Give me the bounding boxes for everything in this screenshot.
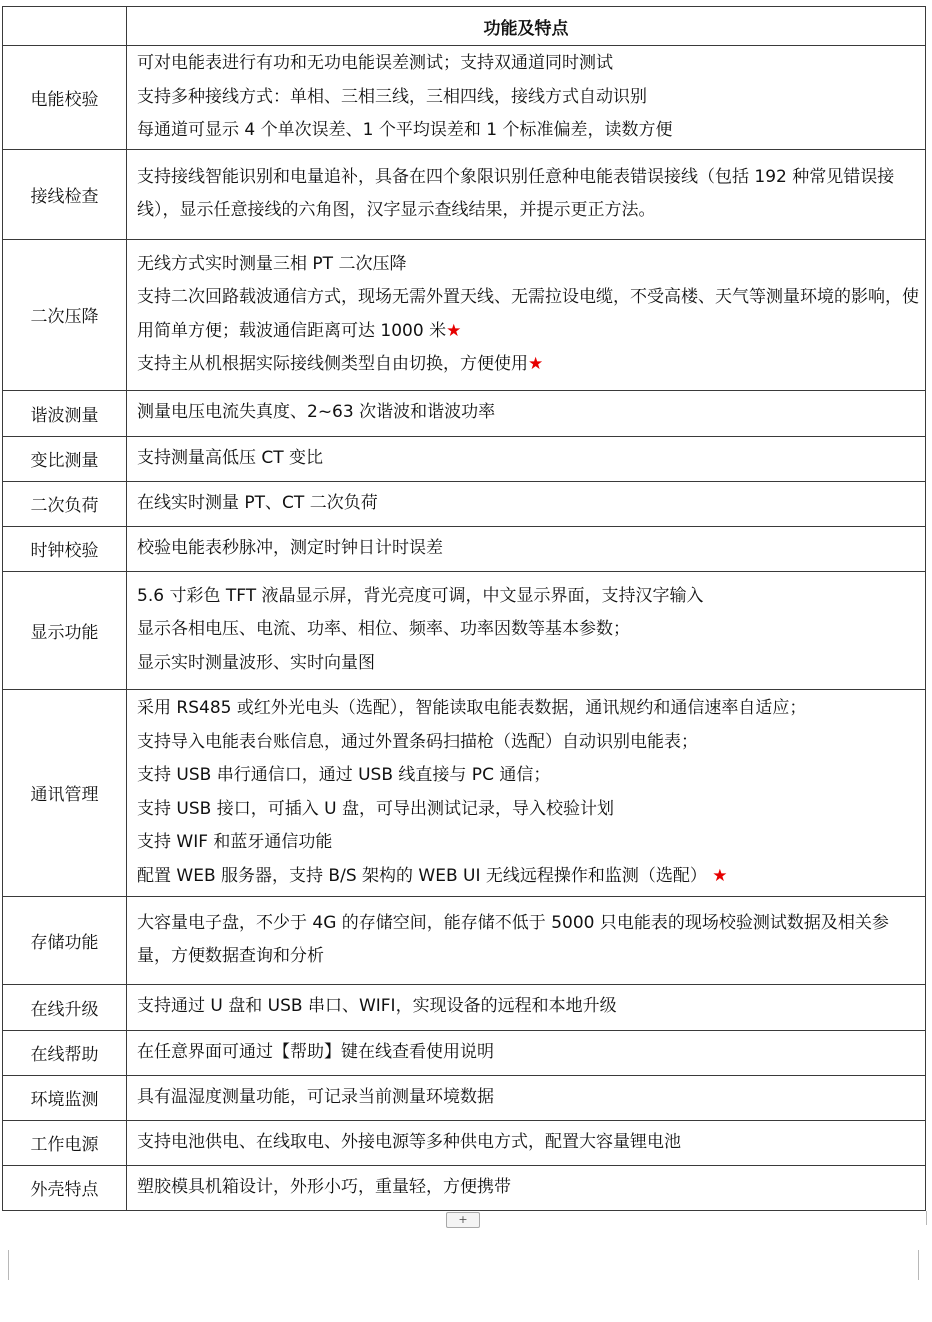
table-row: [3, 896, 926, 984]
page-margin-mark-right: [918, 1250, 920, 1280]
row-description: [127, 46, 926, 150]
row-description: [127, 1165, 926, 1210]
table-row: [3, 689, 926, 896]
description-line: 可对电能表进行有功和无功电能误差测试；支持双通道同时测试: [137, 53, 613, 73]
description-line: 支持 USB 接口，可插入 U 盘，可导出测试记录，导入校验计划: [137, 798, 614, 819]
description-line: 支持 WIF 和蓝牙通信功能: [137, 832, 333, 852]
row-description: [127, 149, 926, 239]
table-row: [3, 1165, 926, 1210]
star-mark: ★: [712, 865, 728, 886]
table-row: [3, 984, 926, 1030]
description-line: 支持接线智能识别和电量追补，具备在四个象限识别任意种电能表错误接线（包括 192 种常见错误接线），显示任意接线的六角图，汉字显示查线结果，并提示更正方法。: [137, 166, 895, 220]
row-description: [127, 984, 926, 1030]
description-line: 无线方式实时测量三相 PT 二次压降: [137, 253, 407, 274]
row-category: 显示功能: [3, 571, 127, 689]
features-table: [2, 6, 926, 1211]
row-category: 外壳特点: [3, 1165, 127, 1210]
row-category: 工作电源: [3, 1120, 127, 1165]
table-header-row: [3, 7, 926, 46]
description-line: 支持主从机根据实际接线侧类型自由切换，方便使用: [137, 354, 528, 374]
table-row: [3, 149, 926, 239]
row-category: 谐波测量: [3, 390, 127, 436]
description-line: 5.6 寸彩色 TFT 液晶显示屏，背光亮度可调，中文显示界面，支持汉字输入: [137, 585, 704, 606]
description-line: 显示各相电压、电流、功率、相位、频率、功率因数等基本参数；: [137, 619, 630, 640]
row-description: [127, 571, 926, 689]
row-category: 在线帮助: [3, 1030, 127, 1075]
row-category: 通讯管理: [3, 689, 127, 896]
row-description: [127, 1030, 926, 1075]
table-row: [3, 481, 926, 526]
description-line: 支持通过 U 盘和 USB 串口、WIFI，实现设备的远程和本地升级: [137, 996, 617, 1017]
description-line: 在线实时测量 PT、CT 二次负荷: [137, 492, 378, 513]
table-row: [3, 1075, 926, 1120]
star-mark: ★: [528, 354, 544, 374]
table-row: [3, 526, 926, 571]
row-description: [127, 689, 926, 896]
table-title: 功能及特点: [127, 7, 926, 46]
row-category: 环境监测: [3, 1075, 127, 1120]
row-description: [127, 1120, 926, 1165]
add-row-button[interactable]: +: [446, 1212, 480, 1228]
table-row: [3, 1030, 926, 1075]
row-description: [127, 526, 926, 571]
row-category: 二次压降: [3, 239, 127, 390]
page-margin-mark-left: [8, 1250, 10, 1280]
table-row: [3, 1120, 926, 1165]
table-row: [3, 571, 926, 689]
description-line: 支持电池供电、在线取电、外接电源等多种供电方式，配置大容量锂电池: [137, 1131, 681, 1152]
row-category: 接线检查: [3, 149, 127, 239]
row-category: 存储功能: [3, 896, 127, 984]
description-line: 在任意界面可通过【帮助】键在线查看使用说明: [137, 1041, 494, 1062]
table-row: [3, 239, 926, 390]
row-description: [127, 1075, 926, 1120]
description-line: 大容量电子盘，不少于 4G 的存储空间，能存储不低于 5000 只电能表的现场校验测试数据及相关参量，方便数据查询和分析: [137, 912, 889, 966]
description-line: 校验电能表秒脉冲，测定时钟日计时误差: [137, 537, 443, 558]
description-line: 支持测量高低压 CT 变比: [137, 447, 324, 468]
row-category: 变比测量: [3, 436, 127, 481]
row-category: 二次负荷: [3, 481, 127, 526]
description-line: 测量电压电流失真度、2~63 次谐波和谐波功率: [137, 402, 496, 423]
row-description: [127, 896, 926, 984]
table-row: [3, 46, 926, 150]
row-description: [127, 481, 926, 526]
table-row: [3, 390, 926, 436]
row-category: 在线升级: [3, 984, 127, 1030]
description-line: 配置 WEB 服务器，支持 B/S 架构的 WEB UI 无线远程操作和监测（选配）: [137, 865, 707, 886]
description-line: 每通道可显示 4 个单次误差、1 个平均误差和 1 个标准偏差，读数方便: [137, 120, 673, 140]
table-resize-handle[interactable]: [926, 1211, 932, 1225]
row-description: [127, 390, 926, 436]
star-mark: ★: [446, 320, 462, 341]
row-description: [127, 239, 926, 390]
row-category: 时钟校验: [3, 526, 127, 571]
description-line: 采用 RS485 或红外光电头（选配），智能读取电能表数据，通讯规约和通信速率自适应；: [137, 698, 807, 718]
description-line: 支持导入电能表台账信息，通过外置条码扫描枪（选配）自动识别电能表；: [137, 731, 698, 752]
description-line: 支持 USB 串行通信口，通过 USB 线直接与 PC 通信；: [137, 765, 551, 785]
description-line: 支持二次回路载波通信方式，现场无需外置天线、无需拉设电缆，不受高楼、天气等测量环境的影响，使用简单方便；载波通信距离可达 1000 米: [137, 287, 919, 341]
description-line: 塑胶模具机箱设计，外形小巧，重量轻，方便携带: [137, 1176, 511, 1197]
row-description: [127, 436, 926, 481]
row-category: 电能校验: [3, 46, 127, 150]
description-line: 显示实时测量波形、实时向量图: [137, 652, 375, 673]
table-row: [3, 436, 926, 481]
description-line: 支持多种接线方式：单相、三相三线，三相四线，接线方式自动识别: [137, 86, 647, 107]
description-line: 具有温湿度测量功能，可记录当前测量环境数据: [137, 1086, 494, 1107]
header-category-cell: [3, 7, 127, 46]
